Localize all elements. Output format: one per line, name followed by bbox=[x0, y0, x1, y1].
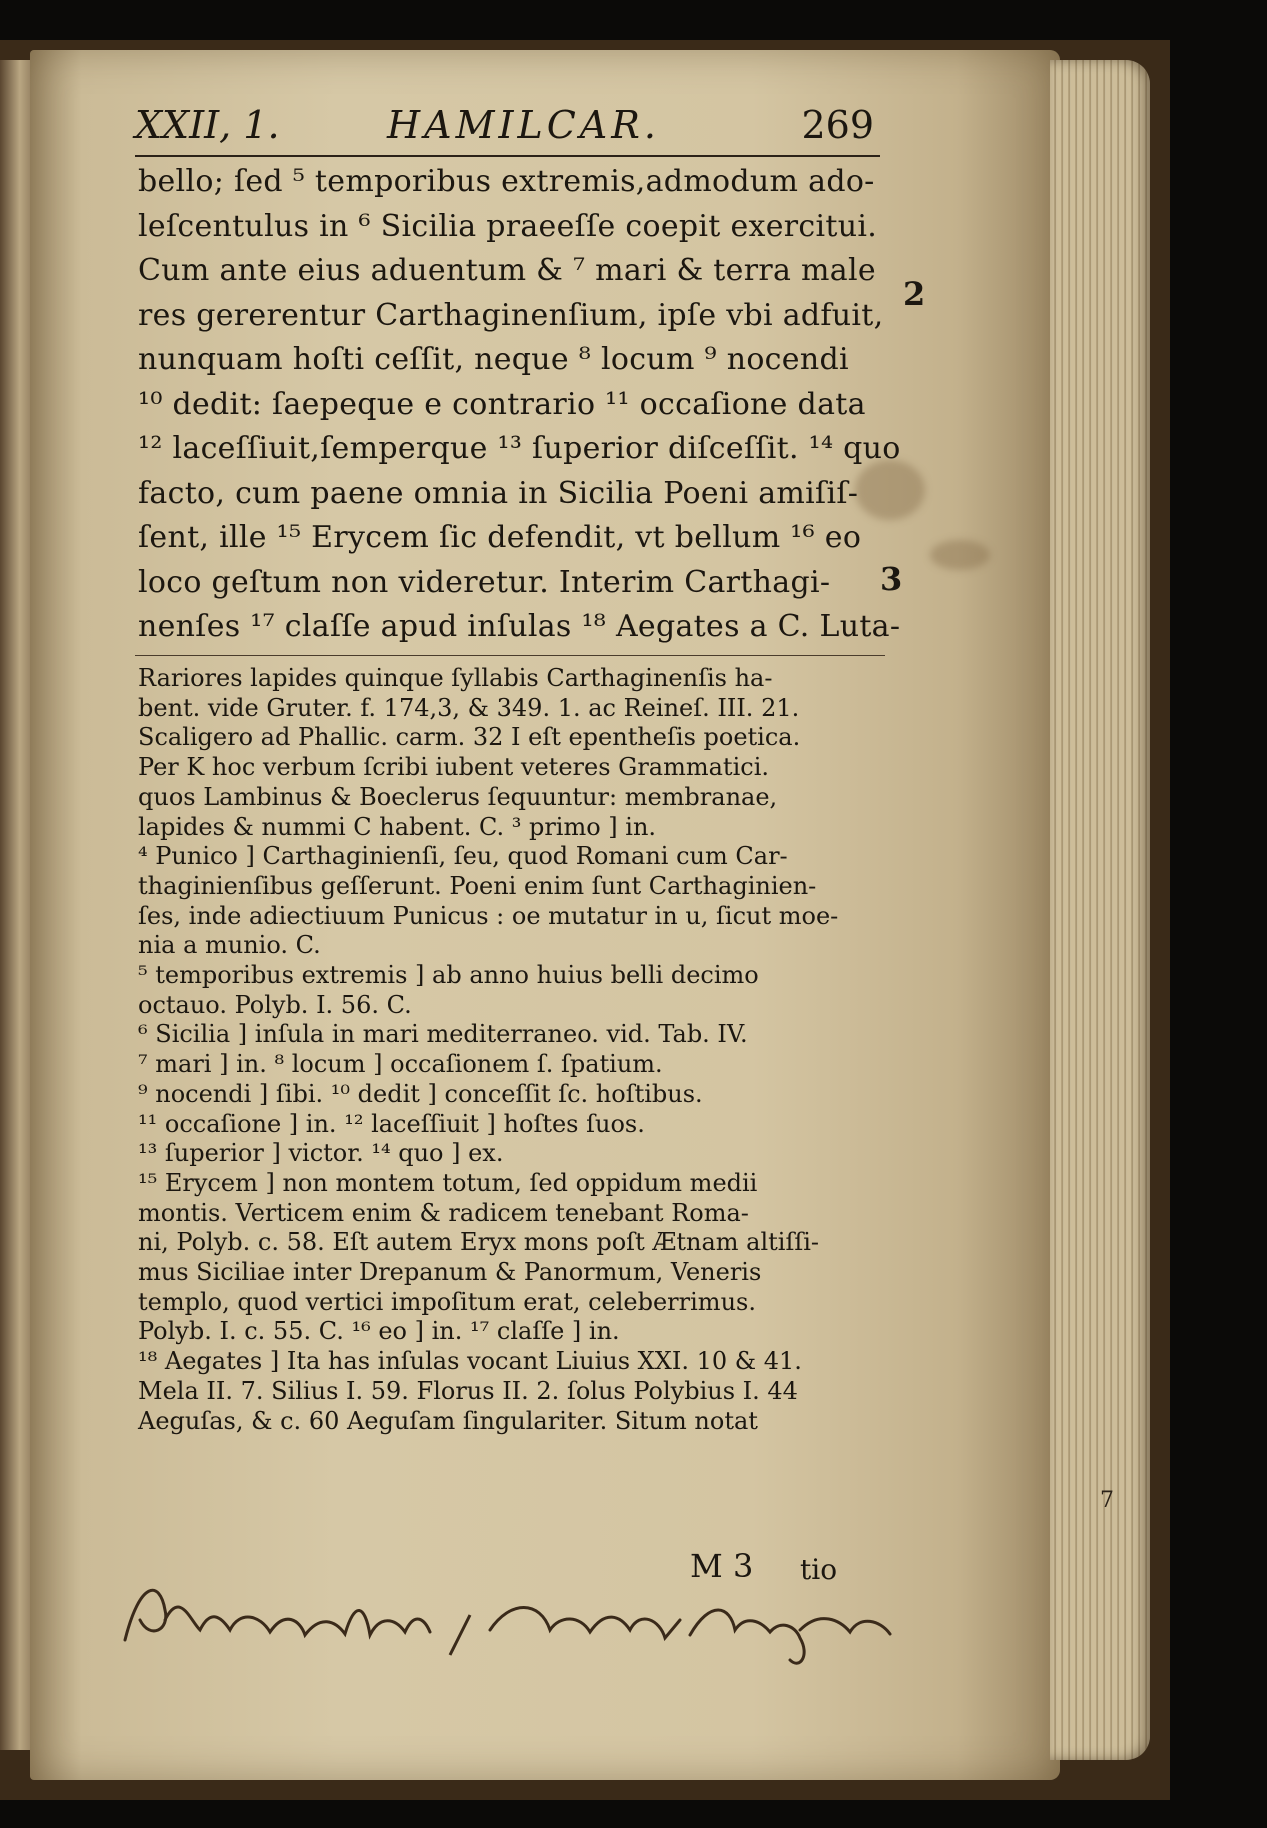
note-line: ⁴ Punico ] Carthaginienſi, ſeu, quod Romani cum Car- bbox=[138, 842, 788, 871]
note-line: montis. Verticem enim & radicem tenebant Roma- bbox=[138, 1198, 749, 1227]
text-line: facto, cum paene omnia in Sicilia Poeni amiſiſ- bbox=[138, 475, 859, 511]
text-line: bello; ſed ⁵ temporibus extremis,admodum ado- bbox=[138, 164, 875, 199]
footnotes bbox=[138, 664, 898, 1436]
text-line: res gererentur Carthaginenſium, ipſe vbi adfuit, bbox=[138, 297, 884, 333]
header-section: XXII, 1. bbox=[135, 103, 280, 147]
note-line: templo, quod vertici impoſitum erat, celeberrimus. bbox=[138, 1287, 756, 1316]
note-line: Scaligero ad Phallic. carm. 32 I eſt epentheſis poetica. bbox=[138, 723, 801, 752]
margin-number: 3 bbox=[880, 560, 903, 598]
note-line: Polyb. I. c. 55. C. ¹⁶ eo ] in. ¹⁷ claſſe ] in. bbox=[138, 1317, 620, 1346]
note-line: quos Lambinus & Boeclerus ſequuntur: membranae, bbox=[138, 782, 778, 811]
note-line: ⁶ Sicilia ] inſula in mari mediterraneo. vid. Tab. IV. bbox=[138, 1020, 748, 1049]
text-line: leſcentulus in ⁶ Sicilia praeeſſe coepit exercitui. bbox=[138, 208, 878, 244]
footnote-rule bbox=[135, 655, 885, 656]
signature-mark: M 3 bbox=[690, 1547, 754, 1585]
note-line: Per K hoc verbum ſcribi iubent veteres Grammatici. bbox=[138, 753, 769, 782]
main-text bbox=[138, 160, 901, 650]
note-line: Aeguſas, & c. 60 Aeguſam ſingulariter. Situm notat bbox=[138, 1406, 758, 1435]
margin-number: 2 bbox=[903, 275, 926, 313]
page-number: 269 bbox=[801, 103, 874, 147]
catchword: tio bbox=[800, 1553, 838, 1586]
note-line: ¹⁸ Aegates ] Ita has inſulas vocant Liuius XXI. 10 & 41. bbox=[138, 1347, 802, 1376]
note-line: ⁷ mari ] in. ⁸ locum ] occaſionem ſ. ſpatium. bbox=[138, 1050, 663, 1079]
text-line: ¹² laceſſiuit,ſemperque ¹³ ſuperior diſceſſit. ¹⁴ quo bbox=[138, 431, 901, 466]
text-line: nunquam hoſti ceſſit, neque ⁸ locum ⁹ nocendi bbox=[138, 342, 849, 377]
note-line: nia a munio. C. bbox=[138, 931, 321, 960]
note-line: ſes, inde adiectiuum Punicus : oe mutatur in u, ſicut moe- bbox=[138, 901, 839, 930]
text-line: loco geſtum non videretur. Interim Carthagi- bbox=[138, 564, 831, 600]
note-line: ⁵ temporibus extremis ] ab anno huius belli decimo bbox=[138, 961, 759, 990]
text-line: ſent, ille ¹⁵ Erycem ſic defendit, vt bellum ¹⁶ eo bbox=[138, 520, 862, 555]
note-line: mus Siciliae inter Drepanum & Panormum, Veneris bbox=[138, 1258, 762, 1287]
note-line: bent. vide Gruter. f. 174,3, & 349. 1. ac Reineſ. III. 21. bbox=[138, 693, 800, 722]
note-line: lapides & nummi C habent. C. ³ primo ] in. bbox=[138, 812, 657, 841]
note-line: Mela II. 7. Silius I. 59. Florus II. 2. ſolus Polybius I. 44 bbox=[138, 1376, 798, 1405]
header-title: HAMILCAR. bbox=[387, 103, 660, 147]
note-line: ¹⁵ Erycem ] non montem totum, ſed oppidum medii bbox=[138, 1168, 758, 1197]
handwritten-annotation bbox=[120, 1560, 900, 1670]
running-header bbox=[135, 95, 880, 157]
note-line: ¹¹ occaſione ] in. ¹² laceſſiuit ] hoſtes ſuos. bbox=[138, 1109, 645, 1138]
edge-mark: 7 bbox=[1100, 1488, 1114, 1513]
ink-stain bbox=[930, 540, 990, 570]
text-line: nenſes ¹⁷ claſſe apud inſulas ¹⁸ Aegates a C. Luta- bbox=[138, 609, 901, 644]
note-line: Rariores lapides quinque ſyllabis Carthaginenſis ha- bbox=[138, 664, 773, 692]
text-line: Cum ante eius aduentum & ⁷ mari & terra male bbox=[138, 253, 876, 288]
note-line: ¹³ ſuperior ] victor. ¹⁴ quo ] ex. bbox=[138, 1139, 504, 1168]
note-line: octauo. Polyb. I. 56. C. bbox=[138, 990, 412, 1019]
note-line: ni, Polyb. c. 58. Eſt autem Eryx mons poſt Ætnam altiſſi- bbox=[138, 1228, 820, 1257]
note-line: thaginienſibus geſſerunt. Poeni enim ſunt Carthaginien- bbox=[138, 871, 817, 900]
note-line: ⁹ nocendi ] ſibi. ¹⁰ dedit ] conceſſit ſc. hoſtibus. bbox=[138, 1079, 703, 1108]
text-line: ¹⁰ dedit: ſaepeque e contrario ¹¹ occaſione data bbox=[138, 386, 866, 422]
